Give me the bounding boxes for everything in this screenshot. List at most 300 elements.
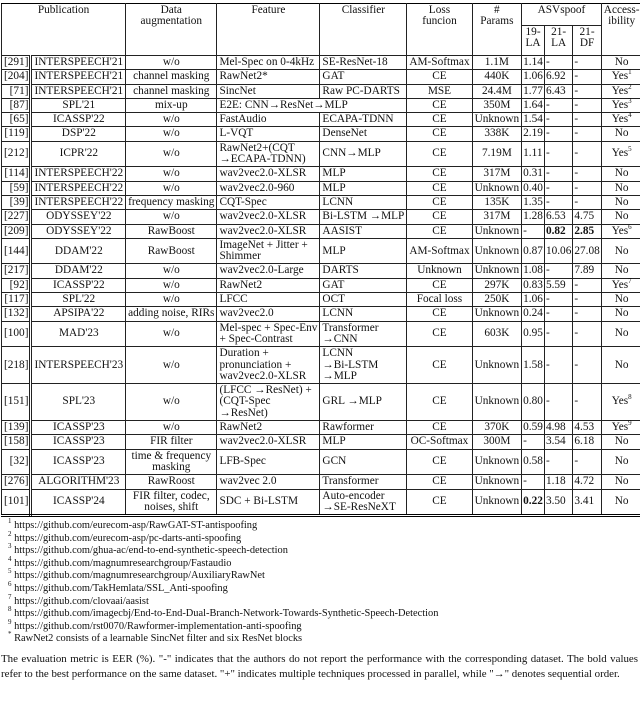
cell-access: No [601,238,640,264]
cell-pub: ODYSSEY'22 [31,224,126,238]
cell-loss: CE [407,181,472,195]
cell-df21: 4.75 [573,210,601,224]
cell-access: Yes$^8$ [601,384,640,421]
cell-la21: - [544,293,572,307]
table-row [2,167,640,181]
footnote-text: https://github.com/TakHemlata/SSL_Anti-spoofing [11,583,228,595]
cell-pub: INTERSPEECH'21 [31,84,126,98]
cell-feature: wav2vec2.0-960 [217,181,320,195]
cell-ref: [291] [2,56,31,70]
cell-classifier: Bi-LSTM →MLP [320,210,407,224]
cell-df21: - [573,195,601,209]
cell-feature: wav2vec2.0 [217,307,320,321]
header-loss: Loss funcion [407,4,472,56]
cell-pub: INTERSPEECH'22 [31,181,126,195]
cell-aug: channel masking [126,84,217,98]
cell-pub: DDAM'22 [31,238,126,264]
cell-ref: [204] [2,70,31,84]
footnote-marker: 5 [628,145,632,154]
cell-feature: E2E: CNN→ResNet→MLP [217,98,407,112]
header-publication: Publication [2,4,126,56]
cell-loss: CE [407,70,472,84]
cell-loss: CE [407,347,472,384]
cell-la21: - [544,181,572,195]
cell-la21: - [544,141,572,167]
table-row [2,224,640,238]
footnote [8,529,638,546]
cell-la19: 1.77 [523,84,543,97]
table-row [2,264,640,278]
cell-ref: [158] [2,435,31,449]
cell-la21: - [544,113,572,127]
cell-ref: [39] [2,195,31,209]
cell-feature: LFB-Spec [217,449,320,475]
footnote-mark: 8 [8,605,12,614]
cell-params: 317M [472,210,522,224]
cell-ref: [209] [2,224,31,238]
cell-access: No [601,56,640,70]
cell-access: No [601,435,640,449]
cell-feature: ImageNet + Jitter + Shimmer [217,238,320,264]
table-row [2,449,640,475]
cell-params: 317M [472,167,522,181]
cell-la21: - [544,167,572,181]
cell-aug: w/o [126,264,217,278]
cell-ref: [227] [2,210,31,224]
cell-classifier: LCNN [320,307,407,321]
header-21-df: 21- DF [573,26,601,56]
cell-la21: 3.50 [544,489,572,516]
cell-params: Unknown [472,264,522,278]
footnote-mark: 5 [8,567,12,576]
footnote-text: https://github.com/rst0070/Rawformer-implementation-anti-spoofing [11,620,302,632]
header-21-la: 21- LA [544,26,572,56]
header-feature: Feature [217,4,320,56]
cell-la21: 1.18 [544,475,572,489]
footnote-text: https://github.com/ghua-ac/end-to-end-synthetic-speech-detection [11,545,288,557]
cell-la21: 10.06 [544,238,572,264]
cell-la19: 1.35 [523,195,543,208]
table-row [2,278,640,292]
table-body [2,56,640,516]
cell-la21: - [544,347,572,384]
header-asvspoof: ASVspoof [522,4,602,26]
cell-aug: w/o [126,167,217,181]
cell-params: 1.1M [472,56,522,70]
cell-la19: 1.54 [523,113,543,126]
cell-feature: wav2vec2.0-XLSR [217,435,320,449]
cell-aug: w/o [126,421,217,435]
cell-aug: w/o [126,113,217,127]
cell-df21: - [573,449,601,475]
cell-params: Unknown [472,224,522,238]
cell-ref: [32] [2,449,31,475]
cell-feature: Duration + pronunciation + wav2vec2.0-XLSR [217,347,320,384]
cell-aug: w/o [126,141,217,167]
cell-ref: [59] [2,181,31,195]
cell-ref: [92] [2,278,31,292]
cell-access: No [601,181,640,195]
cell-df21: - [573,127,601,141]
cell-la19: 0.40 [523,181,543,194]
cell-aug: w/o [126,347,217,384]
cell-pub: DDAM'22 [31,264,126,278]
cell-access: No [601,321,640,347]
cell-la21: - [544,98,572,112]
table-row [2,384,640,421]
cell-feature: wav2vec2.0-Large [217,264,320,278]
cell-aug: w/o [126,384,217,421]
cell-classifier: GCN [320,449,407,475]
footnote [8,592,638,609]
footnote-text: RawNet2 consists of a learnable SincNet filter and six ResNet blocks [11,633,303,645]
cell-access: No [601,449,640,475]
footnote-marker: 9 [628,419,632,428]
cell-la21: 6.53 [544,210,572,224]
cell-la19: 2.19 [523,127,543,140]
cell-ref: [71] [2,84,31,98]
cell-la21: - [544,449,572,475]
footnote-text: https://github.com/imagecbj/End-to-End-Dual-Branch-Network-Towards-Synthetic-Speech-Detection [11,608,439,620]
cell-aug: w/o [126,210,217,224]
cell-access: No [601,195,640,209]
footnote-marker: 6 [628,222,632,231]
cell-aug: channel masking [126,70,217,84]
cell-la19: 1.06 [523,70,543,83]
cell-pub: ICPR'22 [31,141,126,167]
footnote [8,554,638,571]
cell-classifier: Transformer [320,475,407,489]
cell-classifier: SE-ResNet-18 [320,56,407,70]
table-row [2,181,640,195]
cell-feature: wav2vec2.0-XLSR [217,210,320,224]
footnote-text: https://github.com/eurecom-asp/pc-darts-anti-spoofing [11,532,242,544]
cell-la19: 0.59 [523,421,543,434]
cell-loss: CE [407,449,472,475]
table-notes: The evaluation metric is EER (%). "-" indicates that the authors do not report the performance with the corresponding dataset. The bold values refer to the best performance on the same dataset. "+" indicates multiple techniques processed in parallel, while "→" denotes sequential order. [1,653,638,681]
cell-aug: w/o [126,293,217,307]
cell-params: 24.4M [472,84,522,98]
cell-loss: CE [407,421,472,435]
cell-access: No [601,475,640,489]
footnote-text: https://github.com/magnumresearchgroup/AuxiliaryRawNet [11,570,265,582]
cell-df21: - [573,113,601,127]
cell-la21: 4.98 [544,421,572,435]
cell-classifier: MLP [320,435,407,449]
cell-ref: [151] [2,384,31,421]
header-19-la: 19- LA [522,26,545,56]
table-row [2,238,640,264]
cell-aug: RawRoost [126,475,217,489]
table-row [2,347,640,384]
footnote [8,605,638,621]
cell-df21: - [573,278,601,292]
cell-la19: 1.08 [523,264,543,277]
footnote [8,580,638,596]
cell-aug: RawBoost [126,224,217,238]
footnote-marker: 3 [628,96,632,105]
cell-la19: 1.28 [523,210,543,223]
footnote-text: https://github.com/eurecom-asp/RawGAT-ST-antispoofing [11,520,258,532]
cell-access: No [601,210,640,224]
cell-la19: 1.11 [522,141,545,167]
cell-feature: Mel-spec + Spec-Env + Spec-Contrast [217,321,320,347]
cell-aug: RawBoost [126,238,217,264]
table-row [2,210,640,224]
footnote-marker: 1 [628,68,632,77]
cell-loss: Focal loss [407,293,472,307]
cell-classifier: MLP [320,181,407,195]
cell-ref: [139] [2,421,31,435]
footnote-mark: 3 [8,542,12,551]
cell-classifier: Raw PC-DARTS [320,84,407,98]
cell-loss: Unknown [407,264,472,278]
cell-aug: mix-up [126,98,217,112]
table-row [2,435,640,449]
cell-classifier: GAT [320,70,407,84]
cell-aug: w/o [126,181,217,195]
cell-params: 350M [472,98,522,112]
table-row [2,98,640,112]
cell-feature: wav2vec 2.0 [217,475,320,489]
cell-ref: [100] [2,321,31,347]
footnotes [8,517,638,646]
cell-ref: [132] [2,307,31,321]
cell-loss: AM-Softmax [407,56,472,70]
cell-df21: - [573,167,601,181]
cell-feature: CQT-Spec [217,195,320,209]
cell-loss: CE [407,98,472,112]
cell-la19: 0.80 [522,384,545,421]
table-row [2,127,640,141]
cell-loss: CE [407,127,472,141]
cell-feature: SDC + Bi-LSTM [217,489,320,516]
footnote-mark: 6 [8,580,12,589]
cell-params: Unknown [472,113,522,127]
cell-la19: 0.83 [523,278,543,291]
cell-df21: 4.72 [573,475,601,489]
cell-classifier: AASIST [320,224,407,238]
cell-feature: SincNet [217,84,320,98]
cell-la21: 0.82 [544,224,572,238]
header-params: # Params [472,4,522,56]
cell-pub: ICASSP'22 [31,113,126,127]
cell-loss: CE [407,489,472,516]
cell-df21: - [573,84,601,98]
cell-access: Yes$^3$ [601,98,640,112]
cell-aug: w/o [126,127,217,141]
cell-la21: - [544,321,572,347]
cell-feature: wav2vec2.0-XLSR [217,167,320,181]
cell-params: 297K [472,278,522,292]
cell-df21: - [573,98,601,112]
footnote-marker: 7 [628,276,632,285]
cell-feature: RawNet2* [217,70,320,84]
cell-feature: L-VQT [217,127,320,141]
cell-params: 603K [472,321,522,347]
cell-pub: ICASSP'24 [31,489,126,516]
table-row [2,475,640,489]
cell-pub: ICASSP'23 [31,421,126,435]
cell-classifier: LCNN [320,195,407,209]
cell-pub: MAD'23 [31,321,126,347]
cell-classifier: LCNN →Bi-LSTM →MLP [320,347,407,384]
cell-pub: ICASSP'23 [31,435,126,449]
cell-classifier: ECAPA-TDNN [320,113,407,127]
cell-loss: CE [407,321,472,347]
cell-params: Unknown [472,475,522,489]
footnote-text: https://github.com/clovaai/aasist [11,595,149,607]
table-row [2,321,640,347]
footnote [8,630,638,646]
cell-df21: - [573,321,601,347]
cell-la19: 0.31 [523,167,543,180]
cell-df21: 2.85 [573,224,601,238]
cell-la21: 6.92 [544,70,572,84]
table-row [2,113,640,127]
header-accessibility: Access- ibility [601,4,640,56]
cell-pub: DSP'22 [31,127,126,141]
cell-ref: [101] [2,489,31,516]
cell-ref: [217] [2,264,31,278]
cell-pub: ICASSP'22 [31,278,126,292]
cell-access: Yes$^2$ [601,84,640,98]
cell-la19: 0.87 [522,238,545,264]
cell-pub: ICASSP'23 [31,449,126,475]
cell-la21: - [544,56,572,70]
cell-la19: 1.58 [522,347,545,384]
cell-access: Yes$^1$ [601,70,640,84]
footnote-mark: 9 [8,617,12,626]
cell-ref: [276] [2,475,31,489]
cell-df21: 3.41 [573,489,601,516]
footnote-mark: 7 [8,592,12,601]
cell-ref: [218] [2,347,31,384]
cell-params: Unknown [472,238,522,264]
cell-loss: AM-Softmax [407,238,472,264]
cell-la19: - [522,224,545,238]
cell-classifier: Transformer →CNN [320,321,407,347]
cell-df21: - [573,181,601,195]
cell-df21: - [573,56,601,70]
cell-df21: - [573,293,601,307]
cell-la19: - [522,435,545,449]
cell-la21: - [544,127,572,141]
cell-access: No [601,167,640,181]
cell-feature: RawNet2 [217,278,320,292]
cell-access: Yes$^6$ [601,224,640,238]
cell-params: 338K [472,127,522,141]
cell-la21: - [544,264,572,278]
cell-df21: - [573,384,601,421]
cell-classifier: DARTS [320,264,407,278]
cell-la21: 3.54 [544,435,572,449]
header-data-augmentation: Data augmentation [126,4,217,56]
cell-aug: FIR filter, codec, noises, shift [126,489,217,516]
cell-loss: CE [407,167,472,181]
footnote-marker: 8 [628,393,632,402]
cell-la21: - [544,384,572,421]
cell-aug: frequency masking [126,195,217,209]
cell-feature: Mel-Spec on 0-4kHz [217,56,320,70]
cell-classifier: MLP [320,238,407,264]
cell-loss: CE [407,113,472,127]
footnote-mark: 4 [8,554,12,563]
cell-params: 300M [472,435,522,449]
cell-classifier: GRL →MLP [320,384,407,421]
cell-df21: 6.18 [573,435,601,449]
cell-feature: RawNet2 [217,421,320,435]
footnote [8,517,638,533]
cell-la19: 0.22 [522,489,545,516]
cell-feature: RawNet2+(CQT →ECAPA-TDNN) [217,141,320,167]
cell-params: Unknown [472,181,522,195]
cell-loss: CE [407,195,472,209]
table-row [2,84,640,98]
cell-la19: 0.24 [523,307,543,320]
cell-df21: - [573,347,601,384]
cell-loss: CE [407,141,472,167]
cell-ref: [117] [2,293,31,307]
footnote [8,542,638,558]
cell-pub: SPL'22 [31,293,126,307]
footnote-mark: * [8,630,12,639]
cell-loss: CE [407,210,472,224]
cell-la19: 0.95 [522,321,545,347]
cell-ref: [87] [2,98,31,112]
cell-access: Yes$^5$ [601,141,640,167]
footnote-mark: 2 [8,529,12,538]
table-row [2,56,640,70]
cell-classifier: DenseNet [320,127,407,141]
cell-params: 250K [472,293,522,307]
cell-ref: [114] [2,167,31,181]
cell-access: Yes$^4$ [601,113,640,127]
table-row [2,141,640,167]
cell-ref: [212] [2,141,31,167]
cell-access: No [601,264,640,278]
cell-params: 135K [472,195,522,209]
cell-pub: ODYSSEY'22 [31,210,126,224]
cell-access: No [601,489,640,516]
cell-df21: - [573,307,601,321]
cell-access: Yes$^7$ [601,278,640,292]
cell-aug: w/o [126,56,217,70]
table-row [2,489,640,516]
cell-pub: INTERSPEECH'23 [31,347,126,384]
cell-df21: 4.53 [573,421,601,435]
cell-aug: w/o [126,278,217,292]
cell-loss: CE [407,224,472,238]
footnote-marker: 2 [628,82,632,91]
cell-classifier: GAT [320,278,407,292]
cell-classifier: OCT [320,293,407,307]
cell-loss: CE [407,475,472,489]
cell-feature: (LFCC →ResNet) + (CQT-Spec →ResNet) [217,384,320,421]
cell-pub: SPL'21 [31,98,126,112]
cell-la19: 1.14 [523,56,543,68]
footnote [8,567,638,583]
cell-loss: CE [407,278,472,292]
cell-classifier: MLP [320,167,407,181]
table-row [2,70,640,84]
cell-params: Unknown [472,489,522,516]
cell-df21: - [573,141,601,167]
cell-classifier: CNN→MLP [320,141,407,167]
table-row [2,421,640,435]
cell-params: 7.19M [472,141,522,167]
cell-pub: INTERSPEECH'22 [31,195,126,209]
